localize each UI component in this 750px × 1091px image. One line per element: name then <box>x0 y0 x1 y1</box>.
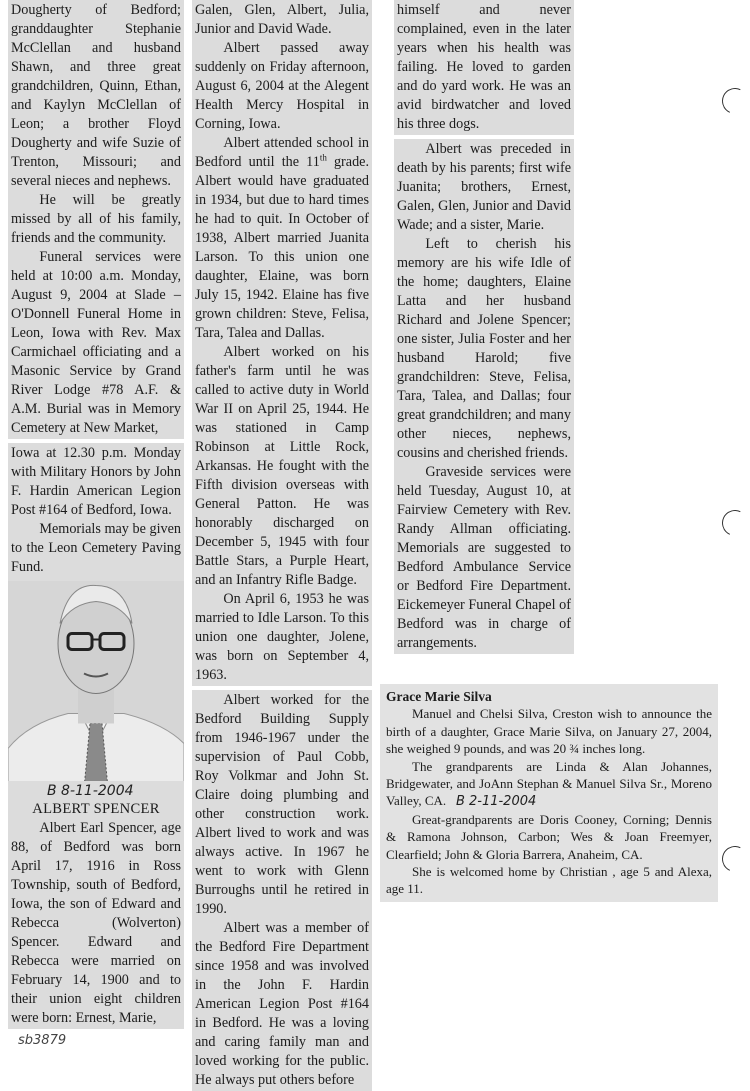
obituary-column-2-top <box>192 0 372 686</box>
paragraph: Albert worked on his father's farm until he was called to active duty in World War II on April 25, 1944. He was stationed in Camp Robinson at Little Rock, Arkansas. He fought with the Fifth division overseas with General Patton. He was honorably discharged on December 5, 1945 with four Battle Stars, a Purple Heart, and an Infantry Rifle Badge. <box>195 344 369 588</box>
text: The grandparents are Linda & Alan Johannes, Bridgewater, and JoAnn Stephan & Manuel Silva Sr., Moreno Valley, CA. <box>386 758 712 809</box>
text: grade. Albert would have graduated in 1934, but due to hard times he had to quit. In October of 1938, Albert married Juanita Larson. To this union one daughter, Elaine, was born July 15, 1942. Elaine has five grown children: Steve, Felisa, Tara, Talea and Dallas. <box>195 154 370 341</box>
paragraph: Graveside services were held Tuesday, August 10, at Fairview Cemetery with Rev. Randy Allman officiating. Memorials are suggested to Bedford Ambulance Service or Bedford Fire Department. Eickemeyer Funeral Chapel of Bedford was in charge of arrangements. <box>397 464 571 651</box>
paragraph: Albert passed away suddenly on Friday afternoon, August 6, 2004 at the Alegent Health Mercy Hospital in Corning, Iowa. <box>195 40 369 132</box>
obituary-column-3-top <box>394 0 574 135</box>
binder-hole-icon <box>718 84 750 117</box>
paragraph: Albert was preceded in death by his parents; first wife Juanita; brothers, Ernest, Galen, Glen, Junior and David Wade; and a sister, Marie. <box>397 141 571 233</box>
paragraph: Iowa at 12.30 p.m. Monday with Military Honors by John F. Hardin American Legion Post #164 of Bedford, Iowa. <box>11 445 181 518</box>
paragraph: Left to cherish his memory are his wife Idle of the home; daughters, Elaine Latta and her husband Richard and Jolene Spencer; one sister, Julia Foster and her husband Harold; five grandchildren: Steve, Felisa, Tara, Talea, and Dallas; four great grandchildren; and many other nieces, nephews, cousins and cherished friends. <box>397 236 571 461</box>
column-3 <box>386 0 712 902</box>
binder-hole-icon <box>718 842 750 875</box>
obituary-column-1-bottom <box>8 443 184 1029</box>
paragraph: Manuel and Chelsi Silva, Creston wish to announce the birth of a daughter, Grace Marie Silva, on January 27, 2004, she weighed 9 pounds, and was 20 ¾ inches long. <box>386 706 712 757</box>
binder-hole-icon <box>718 506 750 539</box>
scrapbook-id: sb3879 <box>18 1033 67 1048</box>
paragraph <box>386 758 712 811</box>
paragraph: Funeral services were held at 10:00 a.m. Monday, August 9, 2004 at Slade – O'Donnell Funeral Home in Leon, Iowa with Rev. Max Carmichael officiating and a Masonic Service by Grand River Lodge #78 A.F. & A.M. Burial was in Memory Cemetery at New Market, <box>11 249 181 436</box>
announcement-heading: Grace Marie Silva <box>386 689 492 704</box>
obituary-column-3-bottom <box>394 139 574 654</box>
column-2 <box>192 0 372 1091</box>
paragraph: She is welcomed home by Christian , age 5 and Alexa, age 11. <box>386 864 712 897</box>
superscript: th <box>319 152 327 163</box>
paragraph: Albert worked for the Bedford Building Supply from 1946-1967 under the supervision of Paul Cobb, Roy Volkmar and John St. Claire doing plumbing and other construction work. Albert lived to work and was always active. In 1967 he went to work with Glenn Burroughs until he retired in 1990. <box>195 692 369 917</box>
paragraph: Galen, Glen, Albert, Julia, Junior and David Wade. <box>195 2 369 37</box>
obituary-heading: ALBERT SPENCER <box>32 801 160 817</box>
paragraph: himself and never complained, even in the later years when his health was failing. He loved to garden and do yard work. He was an avid birdwatcher and loved his three dogs. <box>397 2 571 132</box>
paragraph: Great-grandparents are Doris Cooney, Corning; Dennis & Ramona Johnson, Carbon; Wes & Joan Freemyer, Clearfield; John & Gloria Barrera, Anaheim, CA. <box>386 811 712 862</box>
text: Albert attended school in Bedford until the 11 <box>195 135 369 170</box>
column-1 <box>8 0 184 1049</box>
paragraph: He will be greatly missed by all of his family, friends and the community. <box>11 192 181 246</box>
portrait-photo <box>8 581 184 781</box>
obituary-column-1-top <box>8 0 184 439</box>
portrait-image <box>8 581 184 781</box>
paragraph: Dougherty of Bedford; granddaughter Stephanie McClellan and husband Shawn, and three great grandchildren, Quinn, Ethan, and Kaylyn McClellan of Leon; a brother Floyd Dougherty and wife Suzie of Trenton, Missouri; and several nieces and nephews. <box>11 2 181 189</box>
handwritten-date: B 8-11-2004 <box>47 783 134 799</box>
handwritten-date: B 2-11-2004 <box>455 794 537 810</box>
paragraph: Albert was a member of the Bedford Fire Department since 1958 and was involved in the John F. Hardin American Legion Post #164 in Bedford. He was a loving and caring family man and loved working for the public. He always put others before <box>195 920 369 1088</box>
birth-announcement <box>380 684 718 902</box>
paragraph: Memorials may be given to the Leon Cemetery Paving Fund. <box>11 521 181 575</box>
paragraph <box>195 134 369 343</box>
paragraph: On April 6, 1953 he was married to Idle Larson. To this union one daughter, Jolene, was born on September 4, 1963. <box>195 591 369 683</box>
paragraph: Albert Earl Spencer, age 88, of Bedford was born April 17, 1916 in Ross Township, south of Bedford, Iowa, the son of Edward and Rebecca (Wolverton) Spencer. Edward and Rebecca were married on February 14, 1900 and to their union eight children were born: Ernest, Marie, <box>11 820 181 1026</box>
obituary-column-2-bottom <box>192 690 372 1091</box>
